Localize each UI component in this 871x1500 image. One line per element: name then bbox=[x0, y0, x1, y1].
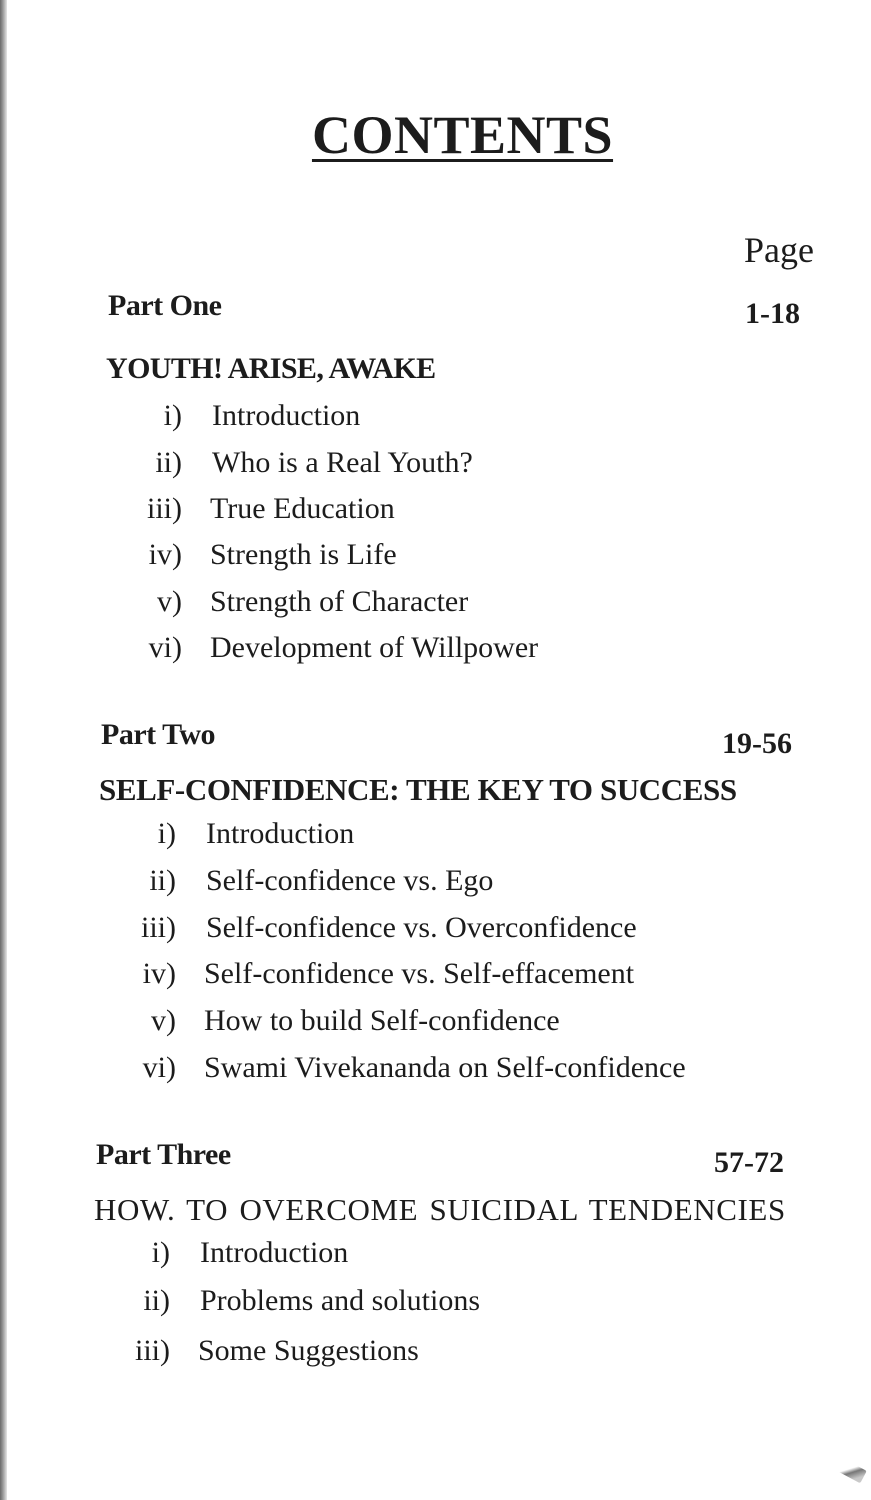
item-title: Strength is Life bbox=[210, 538, 397, 571]
item-title: Problems and solutions bbox=[200, 1284, 481, 1317]
item-title: True Education bbox=[210, 492, 395, 525]
item-numeral: vi) bbox=[142, 1051, 176, 1084]
part-two-label: Part Two bbox=[101, 718, 216, 751]
item-numeral: iv) bbox=[148, 538, 182, 571]
item-numeral: v) bbox=[157, 585, 182, 618]
item-title: Some Suggestions bbox=[198, 1334, 419, 1367]
item-numeral: i) bbox=[163, 399, 182, 432]
item-title: Development of Willpower bbox=[210, 631, 539, 664]
item-title: How to build Self-confidence bbox=[204, 1004, 560, 1037]
item-numeral: ii) bbox=[143, 1284, 170, 1317]
item-numeral: vi) bbox=[148, 631, 182, 664]
item-title: Self-confidence vs. Overconfidence bbox=[206, 911, 637, 944]
part-three-page-range[interactable]: 57-72 bbox=[714, 1146, 784, 1179]
item-numeral: ii) bbox=[155, 446, 182, 479]
item-numeral: v) bbox=[151, 1004, 176, 1037]
item-title: Swami Vivekananda on Self-confidence bbox=[204, 1051, 686, 1084]
item-numeral: i) bbox=[151, 1236, 170, 1269]
item-numeral: iii) bbox=[141, 911, 176, 944]
part-two-section-title[interactable]: SELF-CONFIDENCE: THE KEY TO SUCCESS bbox=[99, 772, 737, 807]
contents-heading bbox=[0, 104, 871, 166]
item-title: Strength of Character bbox=[210, 585, 469, 618]
item-numeral: ii) bbox=[149, 864, 176, 897]
item-title: Introduction bbox=[200, 1236, 349, 1269]
item-numeral: iii) bbox=[147, 492, 182, 525]
part-one-section-title[interactable]: YOUTH! ARISE, AWAKE bbox=[106, 352, 436, 385]
part-three-label: Part Three bbox=[96, 1138, 231, 1171]
page-column-heading: Page bbox=[744, 230, 814, 270]
part-one-page-range[interactable]: 1-18 bbox=[745, 297, 800, 330]
item-numeral: i) bbox=[157, 817, 176, 850]
page-corner-mark bbox=[837, 1459, 867, 1484]
item-title: Introduction bbox=[212, 399, 361, 432]
part-three-section-title[interactable]: HOW. TO OVERCOME SUICIDAL TENDENCIES bbox=[94, 1192, 786, 1227]
item-numeral: iii) bbox=[135, 1334, 170, 1367]
item-title: Self-confidence vs. Self-effacement bbox=[204, 957, 635, 990]
item-numeral: iv) bbox=[142, 957, 176, 990]
item-title: Introduction bbox=[206, 817, 355, 850]
item-title: Self-confidence vs. Ego bbox=[206, 864, 494, 897]
part-one-label: Part One bbox=[108, 289, 222, 322]
page-spine-edge bbox=[0, 0, 7, 1500]
part-two-page-range[interactable]: 19-56 bbox=[722, 727, 792, 760]
contents-heading-text: CONTENTS bbox=[311, 105, 614, 165]
item-title: Who is a Real Youth? bbox=[212, 446, 473, 479]
